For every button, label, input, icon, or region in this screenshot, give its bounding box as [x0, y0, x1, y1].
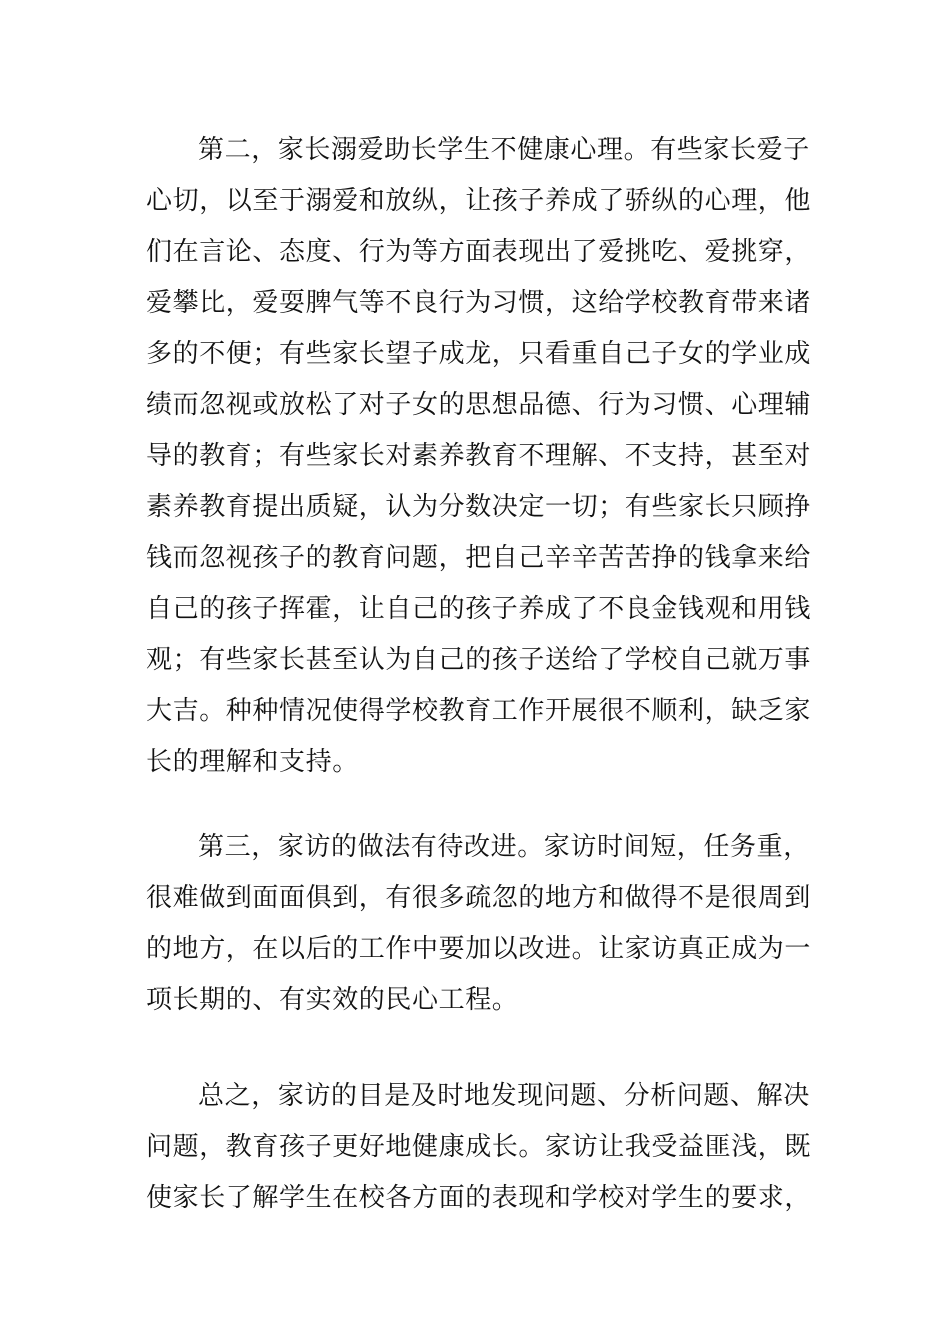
paragraph-line: 使家长了解学生在校各方面的表现和学校对学生的要求，: [146, 1183, 812, 1213]
paragraph-line: 观；有些家长甚至认为自己的孩子送给了学校自己就万事: [146, 645, 812, 675]
paragraph-line: 第三，家访的做法有待改进。家访时间短，任务重，: [198, 832, 810, 862]
paragraph-line: 导的教育；有些家长对素养教育不理解、不支持，甚至对: [146, 441, 812, 471]
paragraph-line: 绩而忽视或放松了对子女的思想品德、行为习惯、心理辅: [146, 390, 812, 420]
paragraph-line: 们在言论、态度、行为等方面表现出了爱挑吃、爱挑穿，: [146, 237, 812, 267]
paragraph-line: 素养教育提出质疑，认为分数决定一切；有些家长只顾挣: [146, 492, 812, 522]
paragraph-line: 项长期的、有实效的民心工程。: [146, 985, 519, 1015]
paragraph-line: 爱攀比，爱耍脾气等不良行为习惯，这给学校教育带来诸: [146, 288, 812, 318]
paragraph-line: 问题，教育孩子更好地健康成长。家访让我受益匪浅，既: [146, 1132, 812, 1162]
paragraph-line: 心切，以至于溺爱和放纵，让孩子养成了骄纵的心理，他: [146, 186, 812, 216]
paragraph-line: 钱而忽视孩子的教育问题，把自己辛辛苦苦挣的钱拿来给: [146, 543, 812, 573]
paragraph-line: 自己的孩子挥霍，让自己的孩子养成了不良金钱观和用钱: [146, 594, 812, 624]
paragraph-line: 多的不便；有些家长望子成龙，只看重自己子女的学业成: [146, 339, 812, 369]
paragraph-line: 总之，家访的目是及时地发现问题、分析问题、解决: [198, 1081, 810, 1111]
paragraph-line: 大吉。种种情况使得学校教育工作开展很不顺利，缺乏家: [146, 696, 812, 726]
paragraph-line: 第二，家长溺爱助长学生不健康心理。有些家长爱子: [198, 135, 810, 165]
paragraph-line: 的地方，在以后的工作中要加以改进。让家访真正成为一: [146, 934, 812, 964]
paragraph-line: 很难做到面面俱到，有很多疏忽的地方和做得不是很周到: [146, 883, 812, 913]
paragraph-line: 长的理解和支持。: [146, 747, 359, 777]
